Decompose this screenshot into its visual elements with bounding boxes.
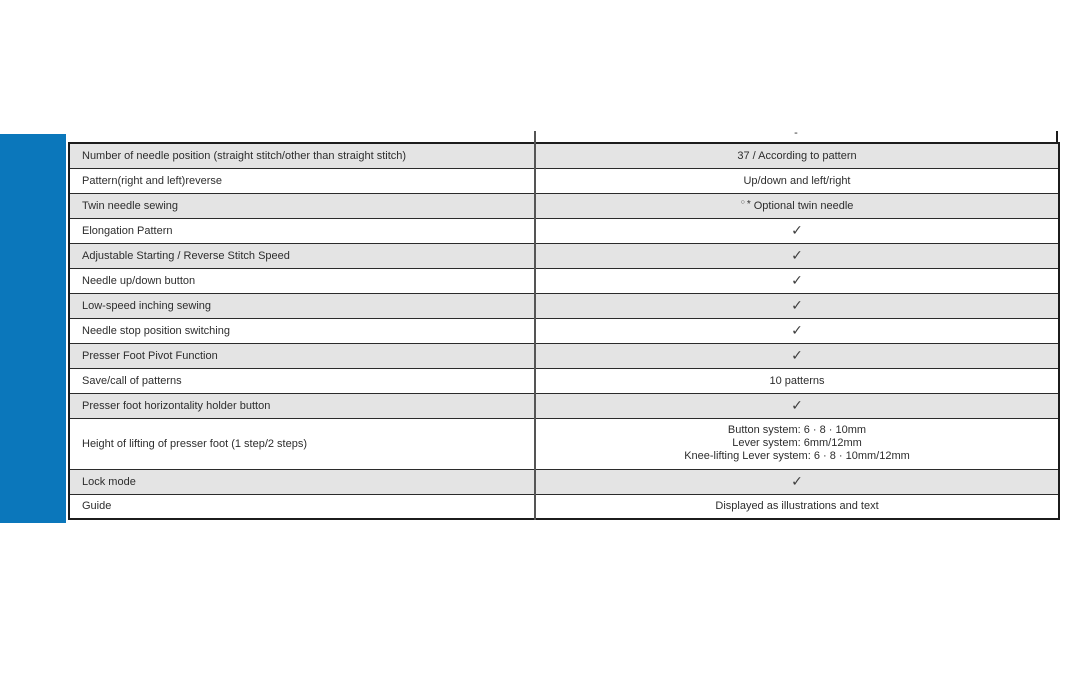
spec-label: Low-speed inching sewing	[69, 293, 535, 318]
spec-value-line: Button system: 6 · 8 · 10mm	[727, 424, 867, 436]
checkmark-icon: ✓	[791, 322, 803, 339]
spec-value-text: Optional twin needle	[753, 200, 854, 212]
asterisk-note-mark: *	[746, 199, 751, 210]
right-border-fragment	[1056, 131, 1058, 142]
table-row	[69, 243, 1059, 268]
spec-label: Needle up/down button	[69, 268, 535, 293]
spec-value	[535, 469, 1059, 494]
table-row	[69, 343, 1059, 368]
spec-value	[535, 218, 1059, 243]
spec-label: Adjustable Starting / Reverse Stitch Speed	[69, 243, 535, 268]
spec-label: Lock mode	[69, 469, 535, 494]
spec-label: Twin needle sewing	[69, 193, 535, 218]
column-divider-fragment	[534, 131, 536, 142]
spec-value	[535, 418, 1059, 469]
spec-label: Save/call of patterns	[69, 368, 535, 393]
spec-value	[535, 268, 1059, 293]
spec-value-line: Lever system: 6mm/12mm	[732, 437, 862, 449]
checkmark-icon: ✓	[791, 397, 803, 414]
checkmark-icon: ✓	[791, 247, 803, 264]
table-row	[69, 318, 1059, 343]
table-row	[69, 143, 1059, 168]
table-row	[69, 218, 1059, 243]
spec-value: Displayed as illustrations and text	[535, 494, 1059, 519]
spec-value	[535, 243, 1059, 268]
spec-value	[535, 318, 1059, 343]
spec-value	[535, 343, 1059, 368]
table-row	[69, 393, 1059, 418]
spec-label: Presser foot horizontality holder button	[69, 393, 535, 418]
table-row	[69, 293, 1059, 318]
spec-value	[535, 293, 1059, 318]
checkmark-icon: ✓	[791, 222, 803, 239]
spec-label: Elongation Pattern	[69, 218, 535, 243]
spec-label: Height of lifting of presser foot (1 step/2 steps)	[69, 418, 535, 469]
cropped-row-stub	[68, 127, 1058, 142]
table-row	[69, 494, 1059, 519]
cropped-row-value: -	[794, 127, 798, 139]
table-row	[69, 368, 1059, 393]
checkmark-icon: ✓	[791, 473, 803, 490]
table-row	[69, 193, 1059, 218]
left-accent-bar	[0, 134, 66, 523]
spec-label: Number of needle position (straight stitch/other than straight stitch)	[69, 143, 535, 168]
checkmark-icon: ✓	[791, 297, 803, 314]
spec-value: 10 patterns	[535, 368, 1059, 393]
checkmark-icon: ✓	[791, 272, 803, 289]
checkmark-icon: ✓	[791, 347, 803, 364]
table-row	[69, 469, 1059, 494]
table-row	[69, 168, 1059, 193]
spec-label: Pattern(right and left)reverse	[69, 168, 535, 193]
specification-table	[68, 127, 1058, 520]
spec-label: Presser Foot Pivot Function	[69, 343, 535, 368]
availability-circle-mark: ○	[740, 199, 745, 206]
spec-label: Guide	[69, 494, 535, 519]
spec-value-line: Knee-lifting Lever system: 6 · 8 · 10mm/12mm	[684, 450, 910, 462]
table-row	[69, 418, 1059, 469]
spec-value: Up/down and left/right	[535, 168, 1059, 193]
spec-value	[535, 193, 1059, 218]
spec-value	[535, 393, 1059, 418]
table-row	[69, 268, 1059, 293]
spec-value: 37 / According to pattern	[535, 143, 1059, 168]
spec-label: Needle stop position switching	[69, 318, 535, 343]
spec-table	[68, 142, 1060, 520]
